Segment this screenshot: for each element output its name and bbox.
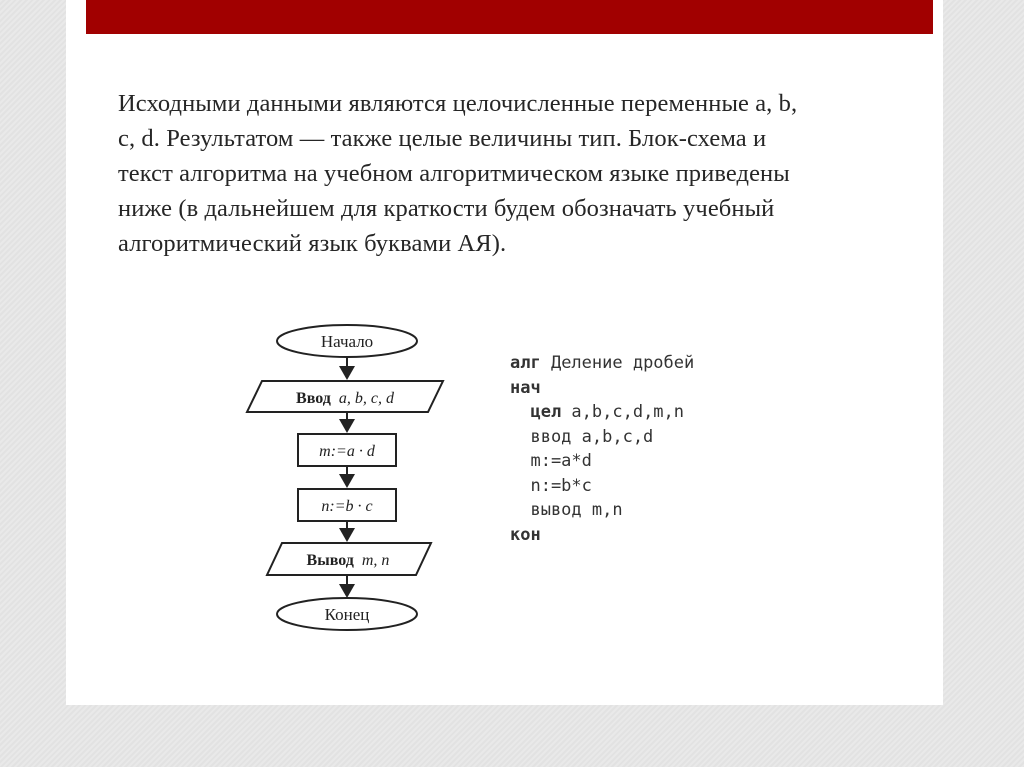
- process-var-m: m: [319, 443, 331, 460]
- process-var-n: n: [321, 498, 330, 515]
- algorithm-code: [510, 351, 694, 547]
- title-bar: [86, 0, 933, 34]
- code-line: n:=b*c: [510, 475, 592, 496]
- process-expr-n: :=b · c: [329, 498, 373, 515]
- process-text-m: [319, 443, 376, 460]
- code-text: a,b,c,d,m,n: [561, 402, 685, 422]
- code-line: ввод a,b,c,d: [510, 426, 654, 447]
- code-keyword: нач: [510, 377, 541, 398]
- paragraph-line: алгоритмический язык буквами АЯ).: [118, 230, 507, 257]
- paragraph-line: текст алгоритма на учебном алгоритмическом языке приведены: [118, 160, 790, 187]
- description-paragraph: [118, 86, 918, 261]
- code-line: [510, 351, 694, 376]
- code-keyword: цел: [510, 402, 562, 422]
- flowchart: [240, 318, 450, 638]
- process-text-n: [321, 498, 372, 515]
- end-label: Конец: [324, 605, 370, 624]
- code-text: Деление дробей: [540, 353, 695, 373]
- output-vars: m, n: [361, 552, 390, 569]
- paragraph-line: c, d. Результатом — также целые величины тип. Блок-схема и: [118, 125, 767, 152]
- input-text: [296, 390, 395, 407]
- code-line: [510, 523, 694, 548]
- code-line: [510, 400, 694, 425]
- input-label: Ввод: [296, 390, 331, 407]
- output-text: [307, 552, 390, 569]
- output-label: Вывод: [306, 552, 354, 569]
- code-keyword: кон: [510, 524, 541, 545]
- paragraph-line: Исходными данными являются целочисленные переменные a, b,: [118, 90, 798, 117]
- input-vars: a, b, c, d: [338, 390, 394, 407]
- code-keyword: алг: [510, 353, 541, 373]
- start-label: Начало: [320, 332, 374, 351]
- code-line: вывод m,n: [510, 500, 623, 520]
- code-line: m:=a*d: [510, 451, 592, 471]
- code-line: [510, 376, 694, 401]
- paragraph-line: ниже (в дальнейшем для краткости будем обозначать учебный: [118, 195, 775, 222]
- process-expr-m: :=a · d: [330, 443, 375, 460]
